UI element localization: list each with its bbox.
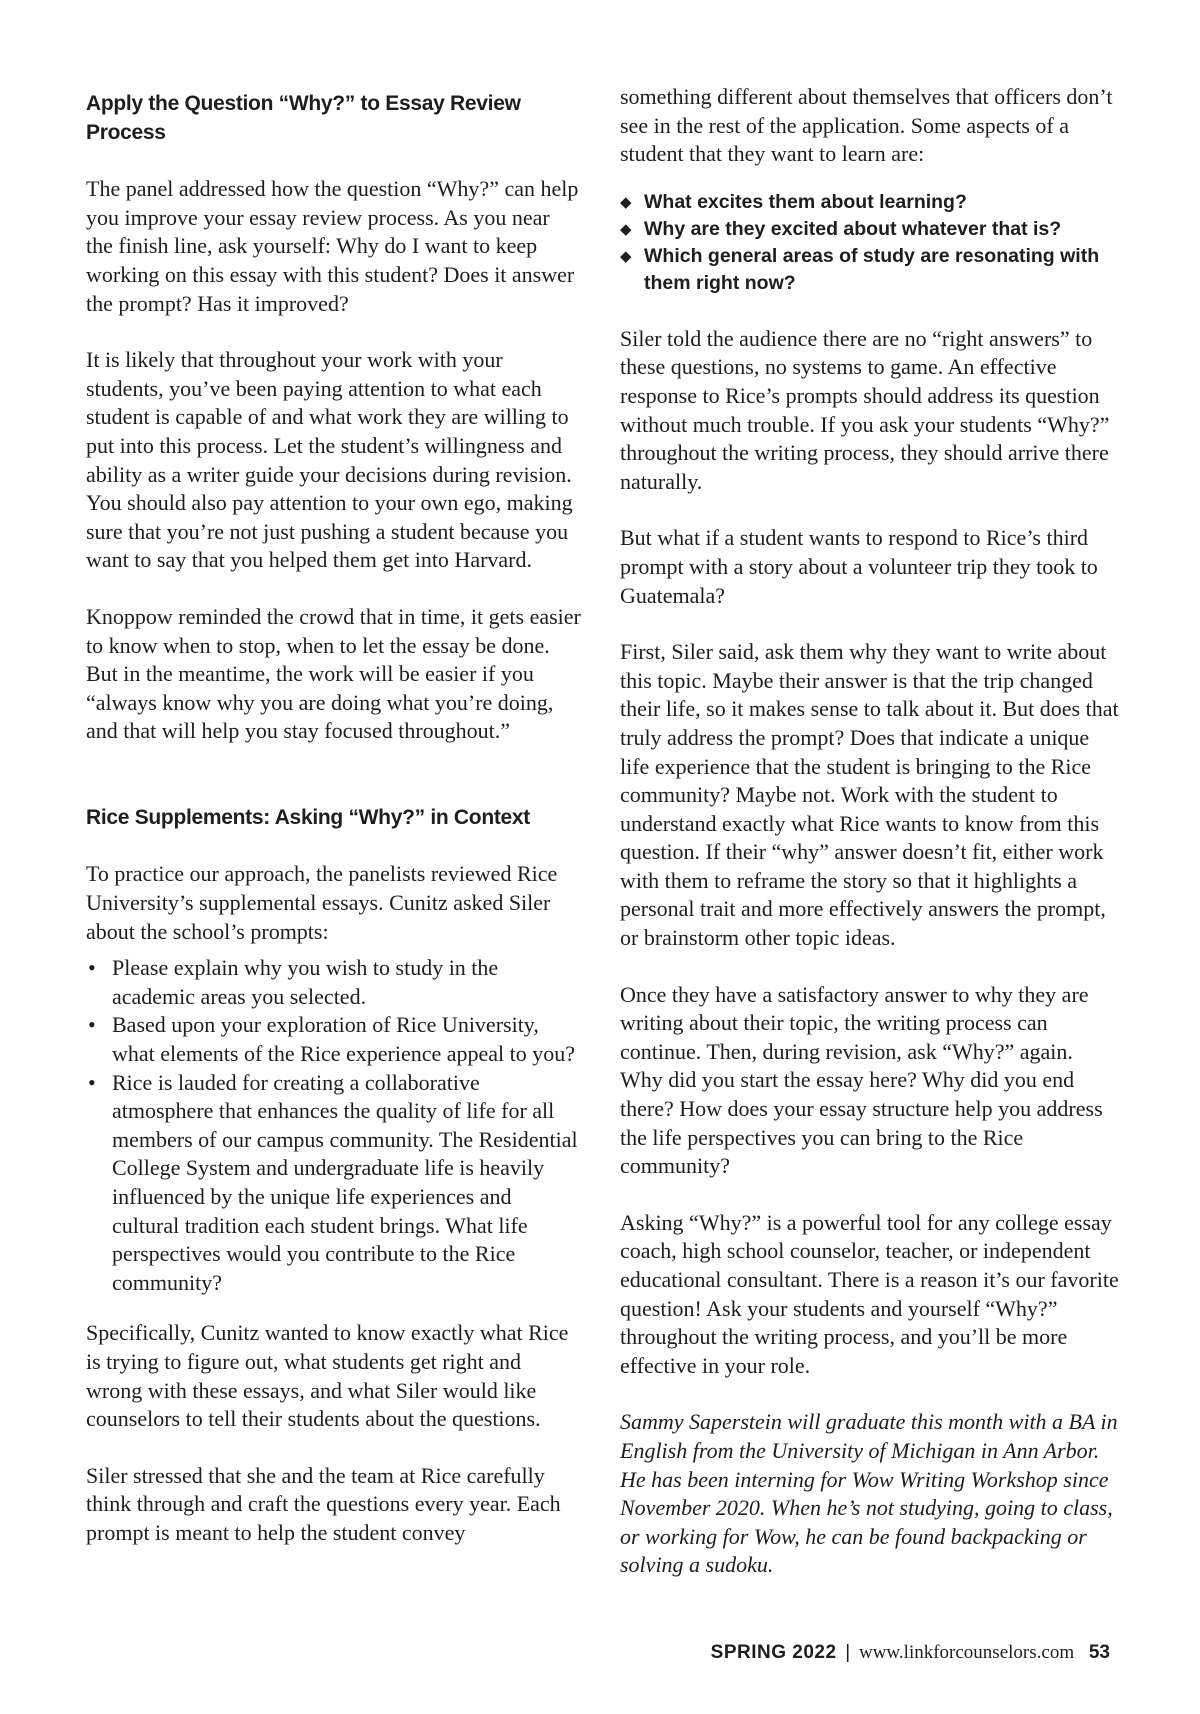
paragraph: Knoppow reminded the crowd that in time, it gets easier to know when to stop, when to let the essay be done. But in the meantime, the work will be easier if you “always know why you are doing what you’re doing, and that will help you stay focused throughout.” [86, 603, 581, 744]
paragraph: something different about themselves that officers don’t see in the rest of the application. Some aspects of a student that they want to learn are: [620, 84, 1113, 167]
paragraph: Siler told the audience there are no “right answers” to these questions, no systems to game. An effective response to Rice’s prompts should address its question without much trouble. If you ask your students “Why?” throughout the writing process, they should arrive there naturally. [620, 325, 1110, 494]
list-item [86, 1069, 581, 1298]
list-item [620, 189, 1120, 216]
paragraph: Siler stressed that she and the team at Rice carefully think through and craft the questions every year. Each prompt is meant to help the student convey [86, 1462, 561, 1545]
paragraph: Specifically, Cunitz wanted to know exactly what Rice is trying to figure out, what students get right and wrong with these essays, and what Siler would like counselors to tell their students about the questions. [86, 1320, 569, 1432]
footer-url[interactable]: www.linkforcounselors.com [858, 1642, 1075, 1663]
page-footer [711, 1642, 1110, 1664]
section-heading-essay-review: Apply the Question “Why?” to Essay Review Process [86, 92, 521, 144]
left-column [86, 78, 581, 1576]
right-column [620, 83, 1120, 1608]
page-number: 53 [1088, 1642, 1110, 1663]
paragraph: It is likely that throughout your work with your students, you’ve been paying attention to what each student is capable of and what work they are willing to put into this process. Let the student’s willingness and ability as a writer guide your decisions during revision. You should also pay attention to your own ego, making sure that you’re not just pushing a student because you want to say that you helped them get into Harvard. [86, 347, 573, 573]
list-item [620, 243, 1120, 297]
paragraph: First, Siler said, ask them why they want to write about this topic. Maybe their answer is that the trip changed their life, so it makes sense to talk about it. But does that truly address the prompt? Does that indicate a unique life experience that the student is bringing to the Rice community? Maybe not. Work with the student to understand exactly what Rice wants to know from this question. If their “why” answer doesn’t fit, either work with them to reframe the story so that it highlights a personal trait and more effectively answers the prompt, or brainstorm other topic ideas. [620, 639, 1119, 951]
issue-season: SPRING 2022 [710, 1642, 837, 1663]
list-item-text: Based upon your exploration of Rice University, what elements of the Rice experience appeal to you? [112, 1012, 576, 1067]
paragraph: Asking “Why?” is a powerful tool for any college essay coach, high school counselor, teacher, or independent educational consultant. There is a reason it’s our favorite question! Ask your students and yourself “Why?” throughout the writing process, and you’ll be more effective in your role. [620, 1209, 1119, 1378]
list-item-text: Why are they excited about whatever that is? [644, 217, 1062, 240]
section-heading-rice-supplements: Rice Supplements: Asking “Why?” in Context [86, 805, 530, 829]
diamond-bullet-icon: ◆ [620, 220, 632, 238]
paragraph: But what if a student wants to respond to Rice’s third prompt with a story about a volunteer trip they took to Guatemala? [620, 525, 1098, 608]
paragraph: To practice our approach, the panelists reviewed Rice University’s supplemental essays. Cunitz asked Siler about the school’s prompts: [86, 861, 558, 944]
bullet-icon: • [88, 1069, 96, 1095]
list-item [620, 216, 1120, 243]
rice-prompts-list [86, 954, 581, 1297]
paragraph: The panel addressed how the question “Why?” can help you improve your essay review process. As you near the finish line, ask yourself: Why do I want to keep working on this essay with this student? Does it answer the prompt? Has it improved? [86, 176, 579, 316]
footer-separator: | [845, 1642, 851, 1663]
list-item-text: Please explain why you wish to study in the academic areas you selected. [112, 955, 499, 1009]
diamond-bullet-icon: ◆ [620, 247, 632, 265]
list-item [86, 1011, 581, 1068]
paragraph: Once they have a satisfactory answer to why they are writing about their topic, the writing process can continue. Then, during revision, ask “Why?” again. Why did you start the essay here? Why did you end there? How does your essay structure help you address the life perspectives you can bring to the Rice community? [620, 981, 1103, 1179]
list-item-text: Which general areas of study are resonating with them right now? [644, 244, 1100, 294]
list-item [86, 954, 581, 1011]
bullet-icon: • [88, 955, 96, 981]
list-item-text: What excites them about learning? [644, 190, 967, 213]
list-item-text: Rice is lauded for creating a collaborative atmosphere that enhances the quality of life for all members of our campus community. The Residential College System and undergraduate life is heavily influenced by the unique life experiences and cultural tradition each student brings. What life perspectives would you contribute to the Rice community? [112, 1069, 578, 1295]
student-questions-list [620, 189, 1120, 297]
diamond-bullet-icon: ◆ [620, 193, 632, 211]
author-bio: Sammy Saperstein will graduate this month with a BA in English from the University of Michigan in Ann Arbor. He has been interning for Wow Writing Workshop since November 2020. When he’s not studying, going to class, or working for Wow, he can be found backpacking or solving a sudoku. [620, 1409, 1118, 1578]
bullet-icon: • [88, 1012, 96, 1038]
